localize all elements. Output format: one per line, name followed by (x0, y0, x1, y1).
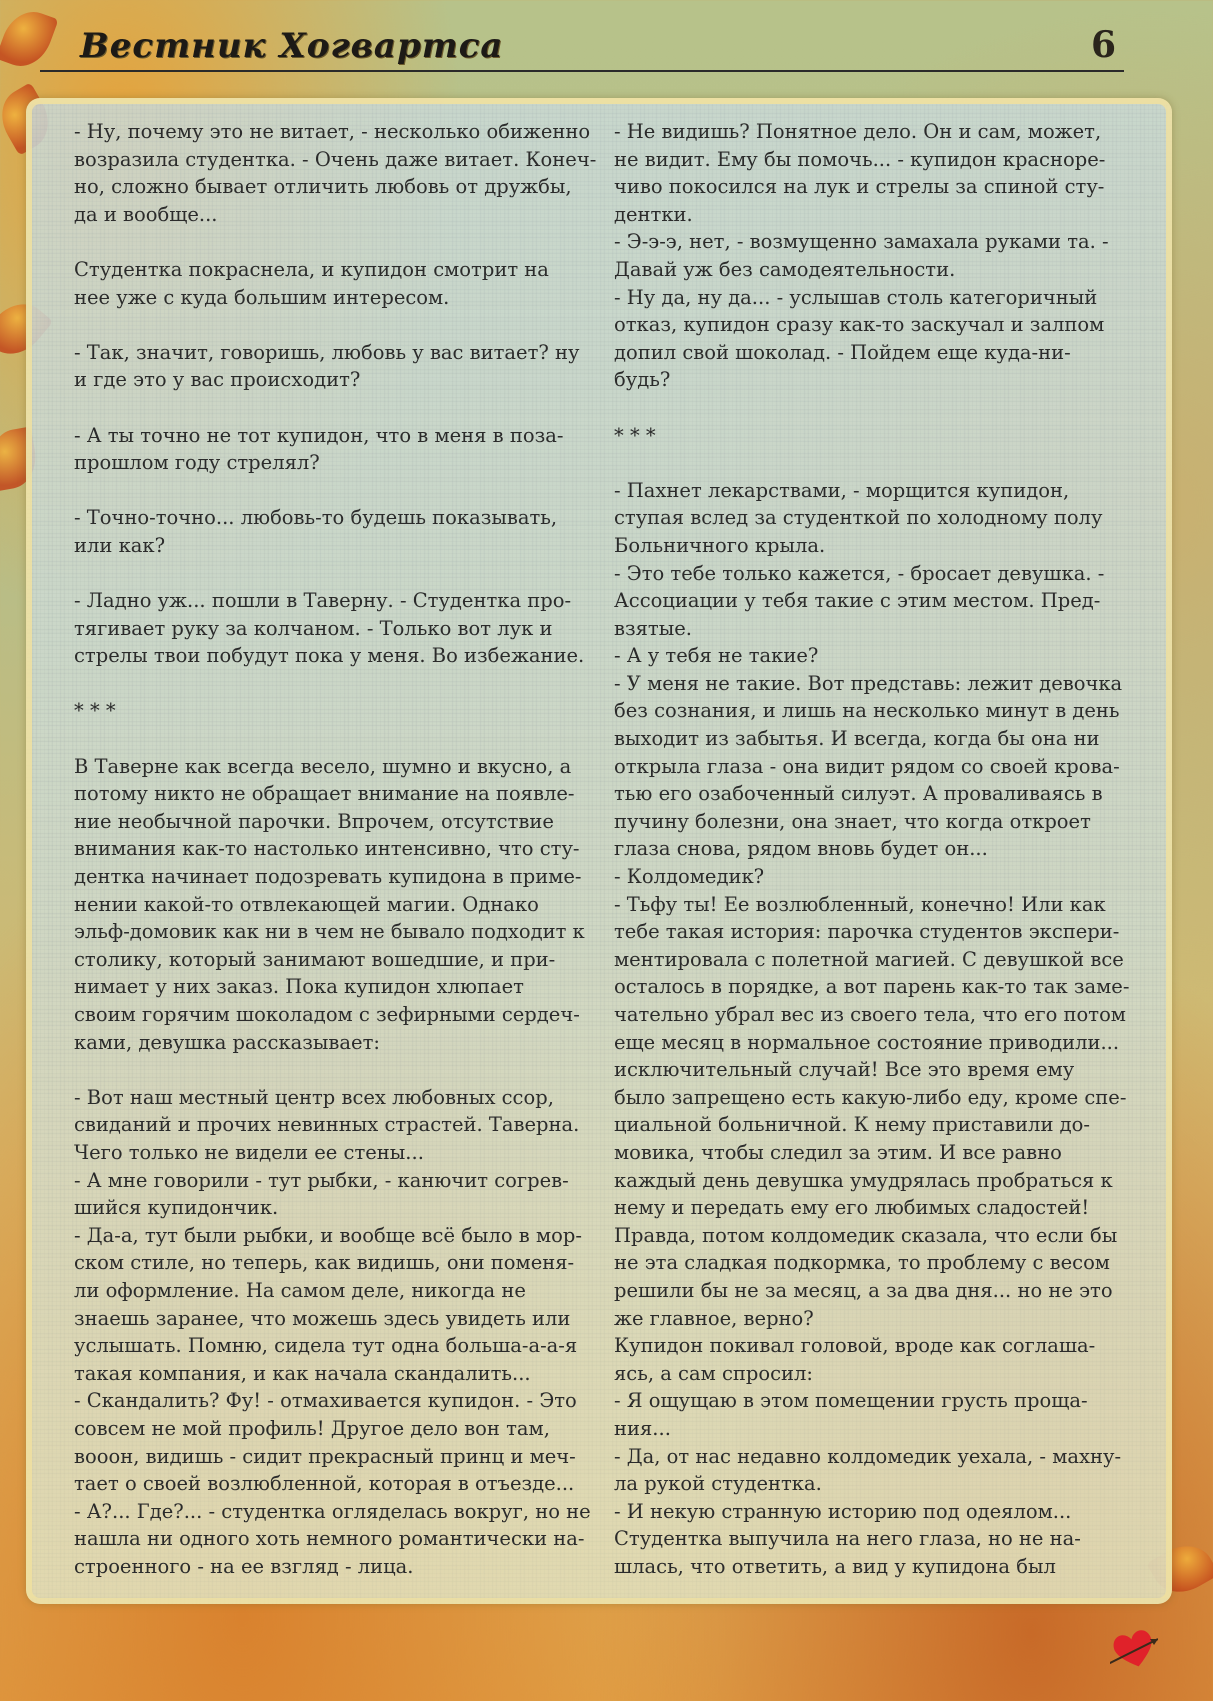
text-line: знаешь заранее, что можешь здесь увидеть или (74, 1306, 571, 1330)
text-line: - Так, значит, говоришь, любовь у вас витает? ну (74, 340, 580, 364)
text-line: ясь, а сам спросил: (614, 1361, 813, 1385)
text-line: глаза снова, рядом вновь будет он... (614, 837, 988, 861)
text-line: эльф-домовик как ни в чем не бывало подходит к (74, 920, 585, 944)
text-line: - Вот наш местный центр всех любовных ссор, (74, 1085, 554, 1109)
text-line: такая компания, и как начала скандалить... (74, 1361, 531, 1385)
paragraph-gap (614, 394, 1142, 422)
text-line: строенного - на ее взгляд - лица. (74, 1554, 414, 1578)
text-line: - Это тебе только кажется, - бросает девушка. - (614, 561, 1105, 585)
text-line: шлась, что ответить, а вид у купидона был (614, 1554, 1056, 1578)
text-line: вооон, видишь - сидит прекрасный принц и меч- (74, 1444, 576, 1468)
text-line: выходит из забытья. И всегда, когда бы она ни (614, 727, 1100, 751)
text-line: - Ладно уж... пошли в Таверну. - Студентка про- (74, 589, 572, 613)
text-line: нашла ни одного хоть немного романтически на- (74, 1527, 585, 1551)
text-line: - Колдомедик? (614, 865, 765, 889)
text-line: было запрещено есть какую-либо еду, кроме спе- (614, 1085, 1127, 1109)
paragraph-gap (74, 560, 602, 588)
text-line: и где это у вас происходит? (74, 368, 361, 392)
masthead-title: Вестник Хогвартса (80, 26, 504, 66)
text-line: возразила студентка. - Очень даже витает. Конеч- (74, 147, 597, 171)
text-line: каждый день девушка умудрялась пробраться к (614, 1168, 1113, 1192)
text-line: - А ты точно не тот купидон, что в меня в поза- (74, 423, 564, 447)
text-line: допил свой шоколад. - Пойдем еще куда-ни- (614, 340, 1071, 364)
text-line: ли оформление. На самом деле, никогда не (74, 1278, 526, 1302)
text-line: потому никто не обращает внимание на появле- (74, 782, 575, 806)
text-line: Студентка покраснела, и купидон смотрит на (74, 257, 549, 281)
text-line: шийся купидончик. (74, 1196, 279, 1220)
text-line: мовика, чтобы следил за этим. И все равно (614, 1140, 1062, 1164)
text-line: чиво покосился на лук и стрелы за спиной сту- (614, 175, 1105, 199)
text-line: но, сложно бывает отличить любовь от дружбы, (74, 175, 572, 199)
text-line: Чего только не видели ее стены... (74, 1140, 424, 1164)
paragraph-gap (74, 725, 602, 753)
text-line: нимает у них заказ. Пока купидон хлюпает (74, 975, 524, 999)
paragraph-gap (74, 228, 602, 256)
text-line: - У меня не такие. Вот представь: лежит девочка (614, 671, 1123, 695)
text-line: нее уже с куда большим интересом. (74, 285, 450, 309)
text-line: ния... (614, 1416, 671, 1440)
text-line: нении какой-то отвлекающей магии. Однако (74, 892, 539, 916)
text-line: тебе такая история: парочка студентов экспери- (614, 920, 1120, 944)
text-line: совсем не мой профиль! Другое дело вон там, (74, 1416, 550, 1440)
text-line: Ассоциации у тебя такие с этим местом. Пред- (614, 589, 1101, 613)
text-line: не видит. Ему бы помочь... - купидон красноре- (614, 147, 1106, 171)
page-number: 6 (1090, 24, 1116, 66)
text-line: - И некую странную историю под одеялом... (614, 1499, 1072, 1523)
text-line: дентки. (614, 202, 693, 226)
text-line: - Ну, почему это не витает, - несколько обиженно (74, 120, 591, 143)
text-line: Купидон покивал головой, вроде как соглаша- (614, 1334, 1096, 1358)
text-line: - А мне говорили - тут рыбки, - канючит согрев- (74, 1168, 569, 1192)
heart-arrow-icon (1110, 1625, 1158, 1673)
text-line: свиданий и прочих невинных страстей. Таверна. (74, 1113, 580, 1137)
text-line: Больничного крыла. (614, 533, 826, 557)
text-line: же главное, верно? (614, 1306, 814, 1330)
text-line: Давай уж без самодеятельности. (614, 257, 956, 281)
text-line: будь? (614, 368, 671, 392)
text-line: дентка начинает подозревать купидона в приме- (74, 865, 582, 889)
text-line: - Точно-точно... любовь-то будешь показывать, (74, 506, 558, 530)
text-line: Правда, потом колдомедик сказала, что если бы (614, 1223, 1118, 1247)
text-line: пучину болезни, она знает, что когда откроет (614, 809, 1091, 833)
paragraph-gap (74, 1056, 602, 1084)
text-line: исключительный случай! Все это время ему (614, 1058, 1075, 1082)
paragraph-gap (614, 449, 1142, 477)
text-line: отказ, купидон сразу как-то заскучал и залпом (614, 313, 1105, 337)
text-line: - Не видишь? Понятное дело. Он и сам, может, (614, 120, 1102, 143)
right-column (614, 118, 1142, 1580)
text-line: - Тьфу ты! Ее возлюбленный, конечно! Или как (614, 892, 1106, 916)
page-header (80, 20, 1124, 72)
text-line: столику, который занимают вошедшие, и при- (74, 947, 556, 971)
text-line: не эта сладкая подкормка, то проблему с весом (614, 1251, 1110, 1275)
text-line: ла рукой студентка. (614, 1472, 822, 1496)
text-line: циальной больничной. К нему приставили до- (614, 1113, 1090, 1137)
text-line: * * * (74, 699, 116, 723)
text-line: или как? (74, 533, 166, 557)
text-line: - Да, от нас недавно колдомедик уехала, - махну- (614, 1444, 1122, 1468)
paragraph-gap (74, 311, 602, 339)
paragraph-gap (74, 477, 602, 505)
text-line: В Таверне как всегда весело, шумно и вкусно, а (74, 754, 572, 778)
text-line: тает о своей возлюбленной, которая в отъезде... (74, 1472, 575, 1496)
text-line: - Пахнет лекарствами, - морщится купидон, (614, 478, 1070, 502)
text-line: ступая вслед за студенткой по холодному полу (614, 506, 1103, 530)
text-line: чательно убрал вес из своего тела, что его потом (614, 1003, 1126, 1026)
text-line: - А?... Где?... - студентка огляделась вокруг, но не (74, 1499, 591, 1523)
paragraph-gap (74, 670, 602, 698)
text-line: прошлом году стрелял? (74, 451, 320, 475)
paragraph-gap (74, 394, 602, 422)
text-line: тью его озабоченный силуэт. А проваливаясь в (614, 782, 1103, 806)
text-line: без сознания, и лишь на несколько минут в день (614, 699, 1120, 723)
text-line: - А у тебя не такие? (614, 644, 819, 668)
text-line: - Ну да, ну да... - услышав столь категоричный (614, 285, 1098, 309)
text-line: осталось в порядке, а вот парень как-то так заме- (614, 975, 1130, 999)
text-line: - Э-э-э, нет, - возмущенно замахала руками та. - (614, 230, 1109, 254)
left-column (74, 118, 602, 1580)
text-line: открыла глаза - она видит рядом со своей крова- (614, 754, 1120, 778)
text-line: услышать. Помню, сидела тут одна больша-а-а-я (74, 1334, 578, 1358)
text-line: нему и передать ему его любимых сладостей! (614, 1196, 1090, 1220)
text-line: Студентка выпучила на него глаза, но не на- (614, 1527, 1081, 1551)
text-line: ментировала с полетной магией. С девушкой все (614, 947, 1124, 971)
text-line: ние необычной парочки. Впрочем, отсутствие (74, 809, 554, 833)
text-line: - Я ощущаю в этом помещении грусть проща- (614, 1389, 1088, 1413)
text-line: еще месяц в нормальное состояние приводили... (614, 1030, 1120, 1054)
text-line: - Скандалить? Фу! - отмахивается купидон. - Это (74, 1389, 577, 1413)
leaf-decoration (0, 4, 59, 74)
text-line: ском стиле, но теперь, как видишь, они поменя- (74, 1251, 575, 1275)
text-line: - Да-а, тут были рыбки, и вообще всё было в мор- (74, 1223, 582, 1247)
text-line: стрелы твои побудут пока у меня. Во избежание. (74, 644, 585, 668)
text-line: своим горячим шоколадом с зефирными сердеч- (74, 1003, 580, 1026)
text-line: взятые. (614, 616, 692, 640)
text-line: внимания как-то настолько интенсивно, что сту- (74, 837, 580, 861)
text-line: да и вообще... (74, 202, 218, 226)
text-line: тягивает руку за колчаном. - Только вот лук и (74, 616, 553, 640)
text-line: * * * (614, 423, 656, 447)
text-line: ками, девушка рассказывает: (74, 1030, 380, 1054)
text-line: решили бы не за месяц, а за два дня... но не это (614, 1278, 1113, 1302)
header-divider (40, 70, 1124, 72)
